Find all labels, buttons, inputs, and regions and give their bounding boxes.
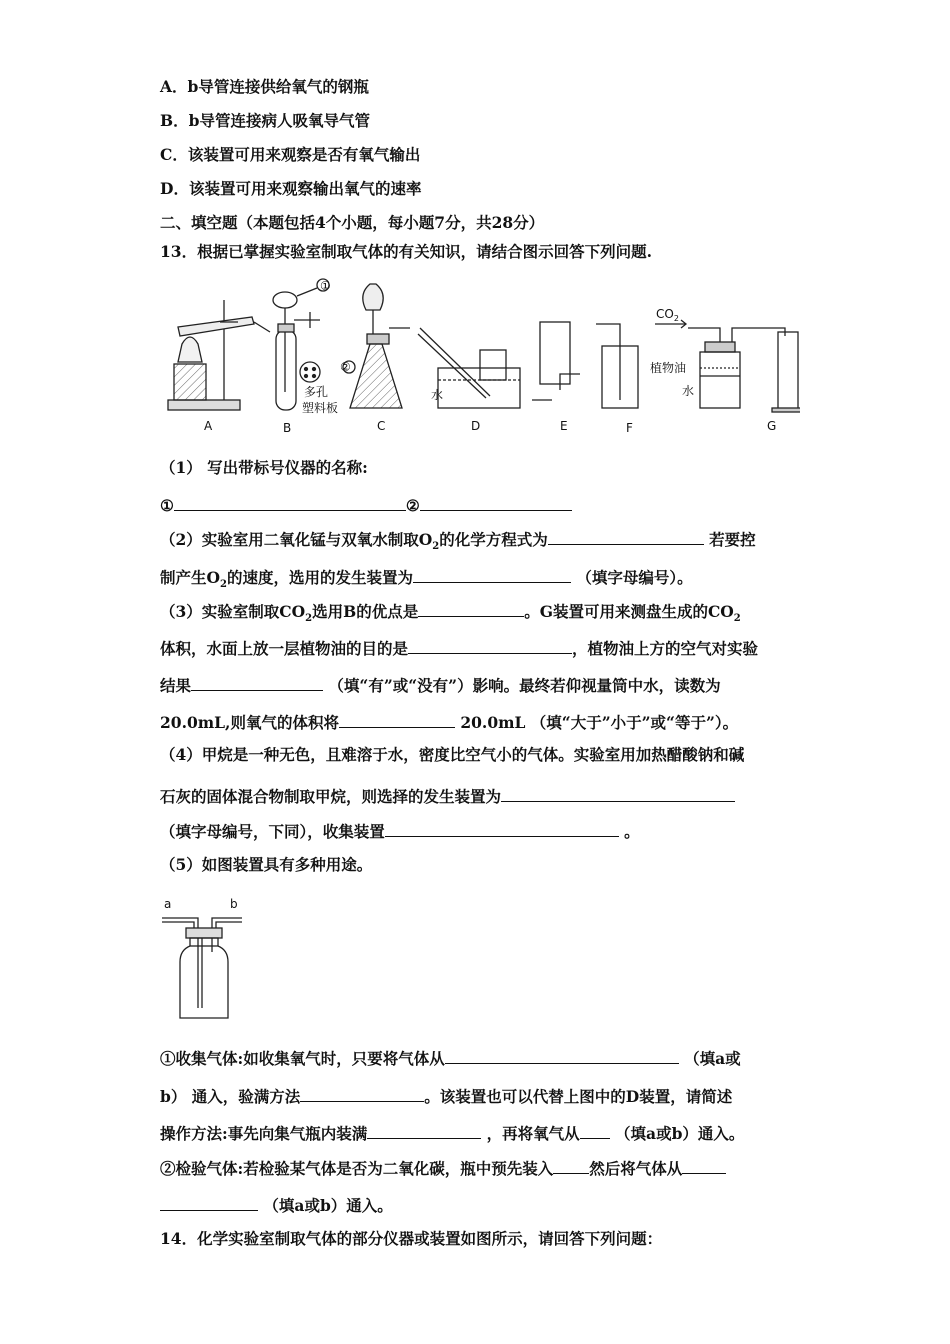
- q13-sub1-line1: ①收集气体:如收集氧气时，只要将气体从 （填a或: [160, 1049, 741, 1068]
- q13-stem: 13．根据已掌握实验室制取气体的有关知识，请结合图示回答下列问题.: [160, 242, 652, 261]
- blank-device[interactable]: [413, 566, 571, 583]
- option-d: D．该装置可用来观察输出氧气的速率: [160, 179, 422, 198]
- label-a: A: [204, 419, 213, 433]
- q13-part5: （5）如图装置具有多种用途。: [160, 855, 373, 874]
- label-g: G: [767, 419, 777, 433]
- q13-part3-line3: 结果 （填“有”或“没有”）影响。最终若仰视量筒中水，读数为: [160, 676, 721, 695]
- blank-fill[interactable]: [367, 1122, 481, 1139]
- apparatus-a: [168, 300, 270, 410]
- apparatus-g: [688, 328, 800, 412]
- water-g-label: 水: [682, 384, 695, 398]
- option-b: B．b导管连接病人吸氧导气管: [160, 111, 370, 130]
- q14-stem: 14．化学实验室制取气体的部分仪器或装置如图所示，请回答下列问题：: [160, 1229, 663, 1248]
- q13-part2-line2: 制产生$O_2$的速度，选用的发生装置为 （填字母编号）。: [160, 568, 693, 591]
- porous-label: 多孔: [304, 385, 329, 399]
- blank-inlet[interactable]: [445, 1047, 679, 1064]
- blank-instrument-2[interactable]: [420, 494, 572, 511]
- q13-part1: （1） 写出带标号仪器的名称:: [160, 458, 368, 477]
- co2-label: $CO_2$: [656, 307, 679, 323]
- apparatus-e: [532, 322, 580, 400]
- oil-label: 植物油: [650, 361, 687, 375]
- circle-2-label: ②: [340, 360, 351, 374]
- label-b: B: [283, 421, 292, 435]
- label-c: C: [377, 419, 386, 433]
- q13-sub1-line3: 操作方法:事先向集气瓶内装满 ，再将氧气从 （填a或b）通入。: [160, 1124, 745, 1143]
- blank-gas-inlet[interactable]: [682, 1157, 726, 1174]
- q13-part4-line1: （4）甲烷是一种无色，且难溶于水，密度比空气小的气体。实验室用加热醋酸钠和碱: [160, 745, 745, 764]
- section-title: 二、填空题（本题包括4个小题，每小题7分，共28分）: [160, 213, 545, 232]
- circle-1-label: ①: [320, 279, 331, 293]
- blank-gas-inlet-cont[interactable]: [160, 1194, 258, 1211]
- blank-check-method[interactable]: [300, 1085, 424, 1102]
- q13-part4-line2: 石灰的固体混合物制取甲烷，则选择的发生装置为: [160, 785, 735, 807]
- plastic-plate-label: 塑料板: [302, 401, 339, 415]
- q13-sub1-line2: b） 通入，验满方法 。该装置也可以代替上图中的D装置，请简述: [160, 1087, 733, 1106]
- blank-equation[interactable]: [548, 528, 704, 545]
- tube-a-label: a: [164, 897, 172, 911]
- q13-part3-line4: 20.0mL,则氧气的体积将 20.0mL （填“大于”小于”或“等于”）。: [160, 713, 739, 732]
- q13-part2-line1: （2）实验室用二氧化锰与双氧水制取$O_2$的化学方程式为 若要控: [160, 530, 756, 553]
- blank-instrument-1[interactable]: [174, 494, 406, 511]
- label-d: D: [471, 419, 481, 433]
- q13-sub2-line1: ②检验气体:若检验某气体是否为二氧化碳，瓶中预先装入 然后将气体从: [160, 1157, 726, 1179]
- option-a: A．b导管连接供给氧气的钢瓶: [160, 77, 369, 96]
- blank-o2-inlet[interactable]: [580, 1122, 610, 1139]
- q13-part1-blanks: ① ②: [160, 494, 572, 516]
- q13-part3-line2: 体积，水面上放一层植物油的目的是 ，植物油上方的空气对实验: [160, 639, 759, 658]
- blank-air-effect[interactable]: [191, 674, 323, 691]
- q13-part3-line1: （3）实验室制取$CO_2$选用B的优点是 。G装置可用来测盘生成的$CO_2$: [160, 602, 741, 625]
- water-d-label: 水: [431, 388, 444, 402]
- blank-reagent[interactable]: [553, 1157, 589, 1174]
- blank-oil-purpose[interactable]: [408, 637, 572, 654]
- label-e: E: [560, 419, 568, 433]
- apparatus-c: [343, 284, 410, 408]
- blank-collect-device[interactable]: [385, 820, 619, 837]
- q13-part4-line3: （填字母编号，下同），收集装置 。: [160, 822, 640, 841]
- apparatus-f: [596, 324, 638, 408]
- label-f: F: [626, 421, 633, 435]
- option-c: C．该装置可用来观察是否有氧气输出: [160, 145, 421, 164]
- q13-sub2-line2: （填a或b）通入。: [160, 1194, 393, 1216]
- tube-b-label: b: [230, 897, 238, 911]
- blank-methane-device[interactable]: [501, 785, 735, 802]
- blank-volume[interactable]: [339, 711, 455, 728]
- apparatus-figure: [160, 272, 800, 442]
- blank-advantage[interactable]: [418, 600, 524, 617]
- multipurpose-bottle: [160, 890, 250, 1024]
